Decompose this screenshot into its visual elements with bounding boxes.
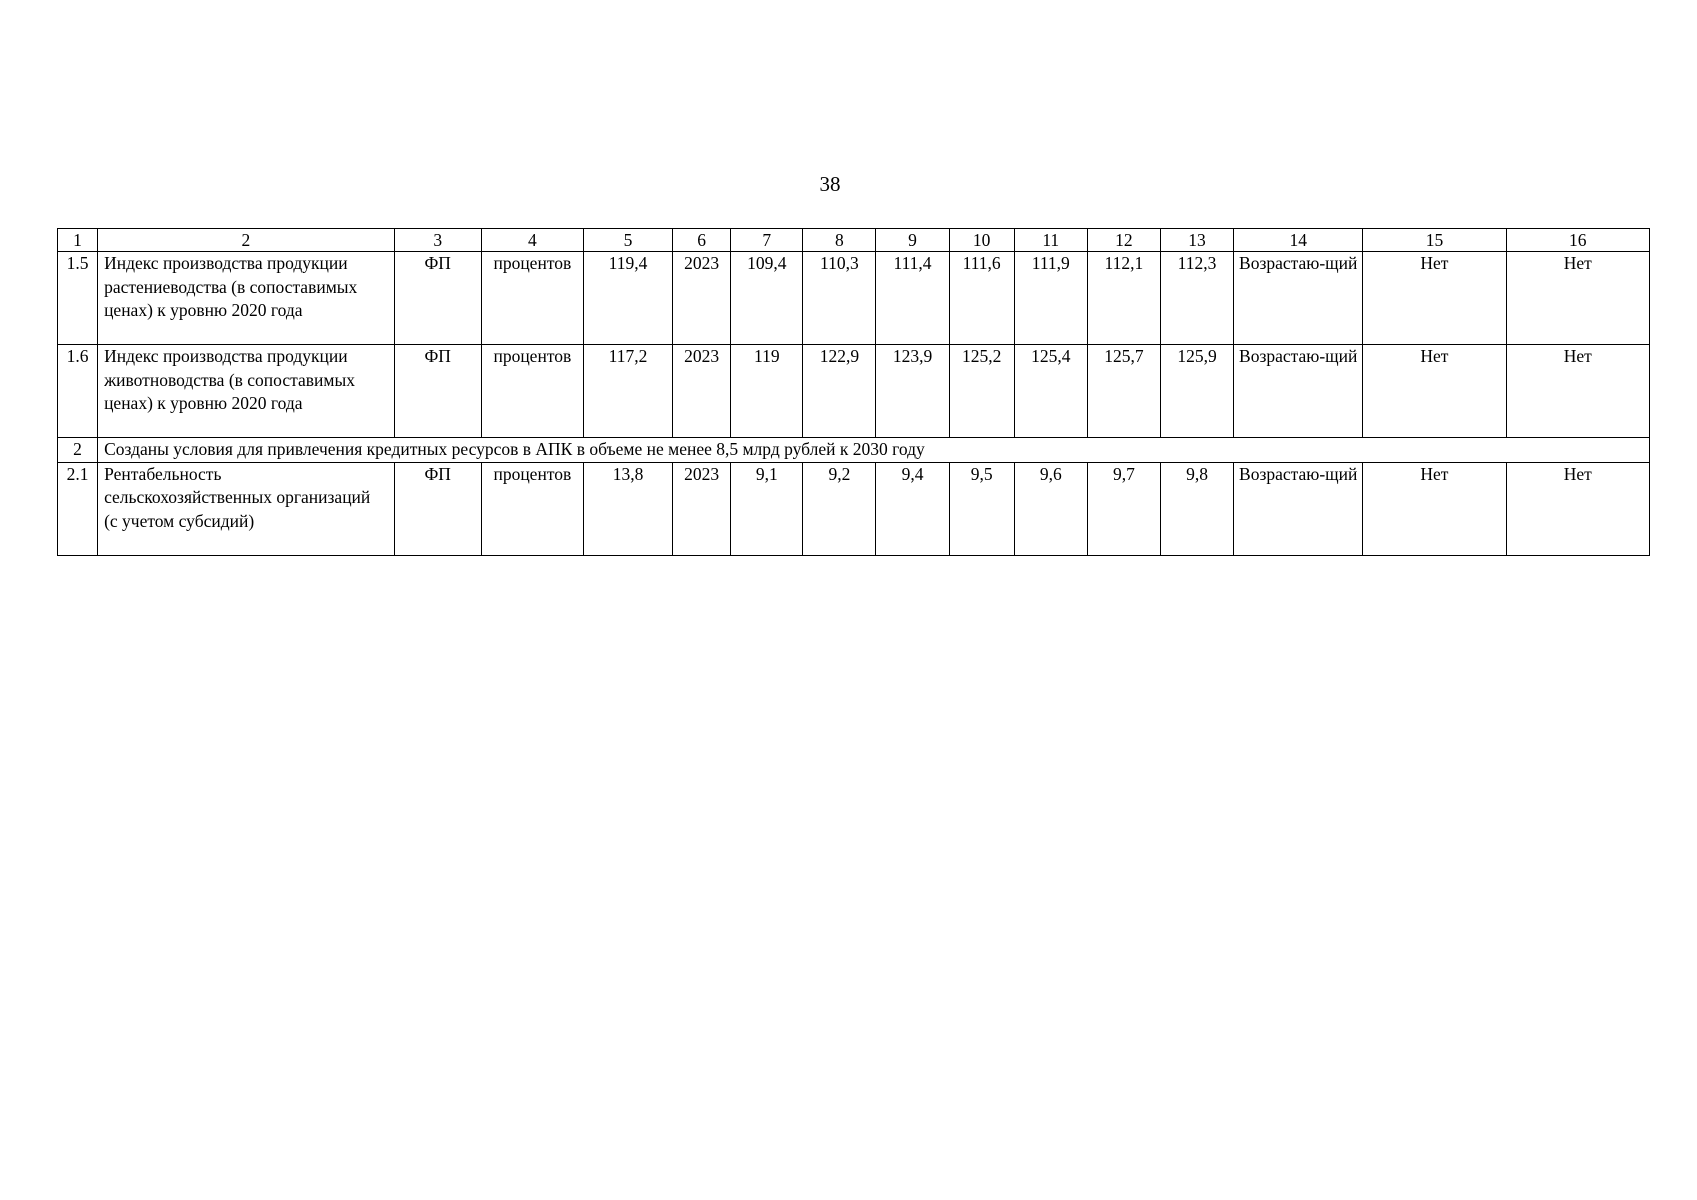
target-value: 125,4 [1014,345,1087,438]
indicators-table [57,228,1650,556]
trend: Возрастаю-щий [1234,462,1363,555]
target-value: 110,3 [803,252,876,345]
column-number-cell: 2 [98,229,395,252]
column-15-value: Нет [1363,345,1506,438]
target-value: 122,9 [803,345,876,438]
row-number: 2.1 [58,462,98,555]
column-number-cell: 9 [876,229,949,252]
indicator-name: Индекс производства продукции растениеводства (в сопоставимых ценах) к уровню 2020 года [98,252,395,345]
column-number-cell: 13 [1160,229,1233,252]
column-number-cell: 10 [949,229,1014,252]
table-row [58,345,1650,438]
target-value: 125,2 [949,345,1014,438]
target-value: 119 [731,345,803,438]
column-number-cell: 6 [673,229,731,252]
target-value: 125,9 [1160,345,1233,438]
target-value: 9,7 [1087,462,1160,555]
unit: процентов [481,345,583,438]
column-number-cell: 14 [1234,229,1363,252]
target-value: 9,4 [876,462,949,555]
column-16-value: Нет [1506,252,1649,345]
trend: Возрастаю-щий [1234,252,1363,345]
base-value: 119,4 [583,252,672,345]
page-number: 38 [819,172,841,196]
base-value: 13,8 [583,462,672,555]
column-number-cell: 16 [1506,229,1649,252]
trend: Возрастаю-щий [1234,345,1363,438]
column-number-cell: 5 [583,229,672,252]
column-15-value: Нет [1363,462,1506,555]
indicator-name: Индекс производства продукции животноводства (в сопоставимых ценах) к уровню 2020 года [98,345,395,438]
column-number-cell: 15 [1363,229,1506,252]
base-year: 2023 [673,345,731,438]
row-number: 1.6 [58,345,98,438]
target-value: 125,7 [1087,345,1160,438]
target-value: 109,4 [731,252,803,345]
target-value: 9,2 [803,462,876,555]
indicator-level: ФП [394,252,481,345]
target-value: 111,9 [1014,252,1087,345]
base-value: 117,2 [583,345,672,438]
column-number-cell: 7 [731,229,803,252]
base-year: 2023 [673,252,731,345]
target-value: 9,5 [949,462,1014,555]
column-number-cell: 1 [58,229,98,252]
column-number-cell: 3 [394,229,481,252]
target-value: 111,6 [949,252,1014,345]
target-value: 9,6 [1014,462,1087,555]
row-number: 1.5 [58,252,98,345]
column-16-value: Нет [1506,462,1649,555]
indicator-name: Рентабельность сельскохозяйственных организаций (с учетом субсидий) [98,462,395,555]
column-15-value: Нет [1363,252,1506,345]
table-row [58,252,1650,345]
column-number-cell: 8 [803,229,876,252]
base-year: 2023 [673,462,731,555]
section-number: 2 [58,438,98,463]
column-number-cell: 4 [481,229,583,252]
column-number-row [58,229,1650,252]
column-16-value: Нет [1506,345,1649,438]
target-value: 123,9 [876,345,949,438]
column-number-cell: 11 [1014,229,1087,252]
section-title: Созданы условия для привлечения кредитных ресурсов в АПК в объеме не менее 8,5 млрд рублей к 2030 году [98,438,1650,463]
unit: процентов [481,252,583,345]
column-number-cell: 12 [1087,229,1160,252]
target-value: 112,1 [1087,252,1160,345]
section-row [58,438,1650,463]
indicator-level: ФП [394,462,481,555]
indicator-level: ФП [394,345,481,438]
target-value: 9,1 [731,462,803,555]
table-row [58,462,1650,555]
target-value: 112,3 [1160,252,1233,345]
target-value: 9,8 [1160,462,1233,555]
unit: процентов [481,462,583,555]
target-value: 111,4 [876,252,949,345]
